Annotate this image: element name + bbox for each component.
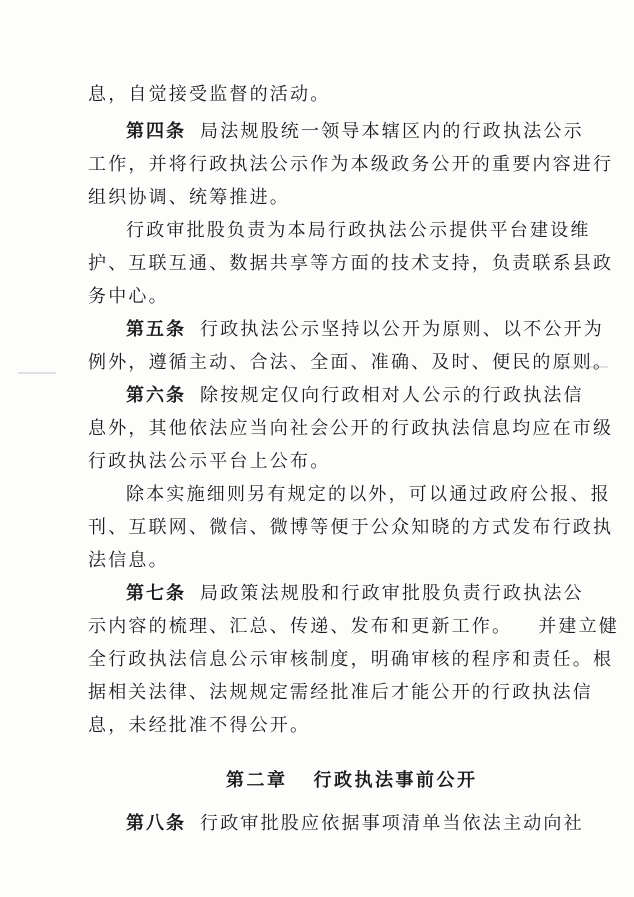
article-heading: 第四条	[126, 121, 186, 142]
line-text: 行政审批股负责为本局行政执法公示提供平台建设维	[126, 220, 591, 241]
line-text: 务中心。	[88, 286, 169, 307]
article-heading: 第八条	[126, 813, 186, 834]
text-line	[88, 714, 310, 738]
scan-artifact	[18, 372, 56, 374]
text-line	[88, 83, 330, 107]
line-text: 法信息。	[88, 550, 169, 571]
chapter-heading	[226, 769, 478, 793]
text-line	[88, 648, 613, 672]
text-line	[126, 483, 611, 507]
line-text: 息，自觉接受监督的活动。	[88, 84, 331, 105]
text-line	[88, 450, 330, 474]
line-text: 组织协调、统筹推进。	[88, 187, 290, 208]
article-heading: 第六条	[126, 385, 186, 406]
chapter-number: 第二章	[226, 770, 288, 791]
text-line	[88, 417, 613, 441]
line-text: 行政执法公示平台上公布。	[88, 451, 331, 472]
line-text: 局法规股统一领导本辖区内的行政执法公示	[200, 121, 584, 142]
text-line	[88, 186, 290, 210]
text-line	[88, 351, 613, 375]
text-line	[88, 615, 619, 639]
line-text: 据相关法律、法规规定需经批准后才能公开的行政执法信	[88, 682, 593, 703]
text-line	[88, 681, 593, 705]
line-text: 示内容的梳理、汇总、传递、发布和更新工作。	[88, 616, 513, 637]
line-text: 行政审批股应依据事项清单当依法主动向社	[200, 813, 584, 834]
article-heading: 第五条	[126, 319, 186, 340]
text-line	[126, 219, 591, 243]
line-text: 工作，并将行政执法公示作为本级政务公开的重要内容进行	[88, 154, 614, 175]
line-text: 并建立健	[538, 616, 620, 637]
line-text: 护、互联互通、数据共享等方面的技术支持，负责联系县政	[88, 253, 614, 274]
line-text: 局政策法规股和行政审批股负责行政执法公	[200, 583, 584, 604]
article-8-line	[126, 812, 584, 836]
chapter-title: 行政执法事前公开	[313, 770, 478, 791]
line-text: 除本实施细则另有规定的以外，可以通过政府公报、报	[126, 484, 611, 505]
line-text: 除按规定仅向行政相对人公示的行政执法信	[200, 385, 584, 406]
line-text: 刊、互联网、微信、微博等便于公众知晓的方式发布行政执	[88, 517, 614, 538]
text-line	[88, 252, 613, 276]
article-heading: 第七条	[126, 583, 186, 604]
line-text: 例外，遵循主动、合法、全面、准确、及时、便民的原则。	[88, 352, 614, 373]
line-text: 息外，其他依法应当向社会公开的行政执法信息均应在市级	[88, 418, 614, 439]
line-text: 行政执法公示坚持以公开为原则、以不公开为	[200, 319, 604, 340]
article-4-line	[126, 120, 584, 144]
line-text: 全行政执法信息公示审核制度，明确审核的程序和责任。根	[88, 649, 614, 670]
article-7-line	[126, 582, 584, 606]
article-5-line	[126, 318, 604, 342]
line-text: 息，未经批准不得公开。	[88, 715, 311, 736]
text-line	[88, 153, 613, 177]
text-line	[88, 516, 613, 540]
text-line	[88, 549, 169, 573]
text-line	[88, 285, 169, 309]
article-6-line	[126, 384, 584, 408]
